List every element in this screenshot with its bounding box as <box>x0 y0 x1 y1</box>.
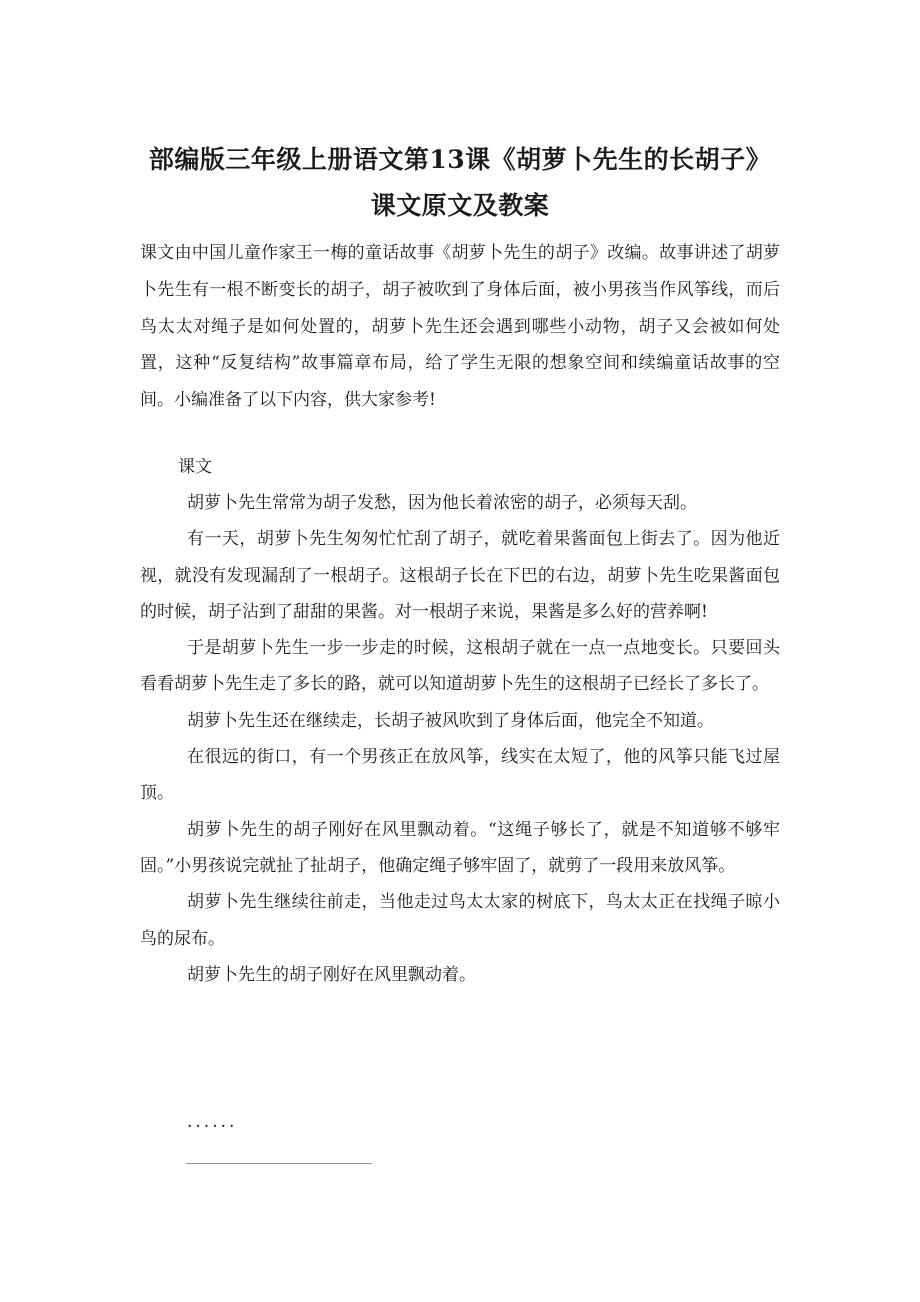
document-title: 部编版三年级上册语文第13课《胡萝卜先生的长胡子》课文原文及教案 <box>148 145 772 220</box>
paragraph: 胡萝卜先生继续往前走，当他走过鸟太太家的树底下，鸟太太正在找绳子晾小鸟的尿布。 <box>140 892 780 949</box>
paragraph: 在很远的街口，有一个男孩正在放风筝，线实在太短了，他的风筝只能飞过屋顶。 <box>140 747 780 804</box>
paragraph: 胡萝卜先生的胡子刚好在风里飘动着。 <box>187 964 476 985</box>
paragraph: 胡萝卜先生的胡子刚好在风里飘动着。“这绳子够长了，就是不知道够不够牢固。”小男孩说完就扯了扯胡子，他确定绳子够牢固了，就剪了一段用来放风筝。 <box>140 819 780 876</box>
paragraph: 胡萝卜先生常常为胡子发愁，因为他长着浓密的胡子，必须每天刮。 <box>187 493 697 513</box>
ellipsis: ...... <box>187 1112 238 1132</box>
lesson-text <box>140 485 780 993</box>
intro-paragraph: 课文由中国儿童作家王一梅的童话故事《胡萝卜先生的胡子》改编。故事讲述了胡萝卜先生有一根不断变长的胡子，胡子被吹到了身体后面，被小男孩当作风筝线，而后鸟太太对绳子是如何处置的，胡萝卜先生还会遇到哪些小动物，胡子又会被如何处置，这种“反复结构”故事篇章布局，给了学生无限的想象空间和续编童话故事的空间。小编准备了以下内容，供大家参考! <box>140 243 780 411</box>
footnote-divider <box>186 1163 372 1164</box>
paragraph: 胡萝卜先生还在继续走，长胡子被风吹到了身体后面，他完全不知道。 <box>187 710 714 731</box>
section-label: 课文 <box>178 457 212 477</box>
paragraph: 有一天，胡萝卜先生匆匆忙忙刮了胡子，就吃着果酱面包上街去了。因为他近视，就没有发现漏刮了一根胡子。这根胡子长在下巴的右边，胡萝卜先生吃果酱面包的时候，胡子沾到了甜甜的果酱。对一根胡子来说，果酱是多么好的营养啊! <box>140 529 780 622</box>
paragraph: 于是胡萝卜先生一步一步走的时候，这根胡子就在一点一点地变长。只要回头看看胡萝卜先生走了多长的路，就可以知道胡萝卜先生的这根胡子已经长了多长了。 <box>140 638 780 695</box>
